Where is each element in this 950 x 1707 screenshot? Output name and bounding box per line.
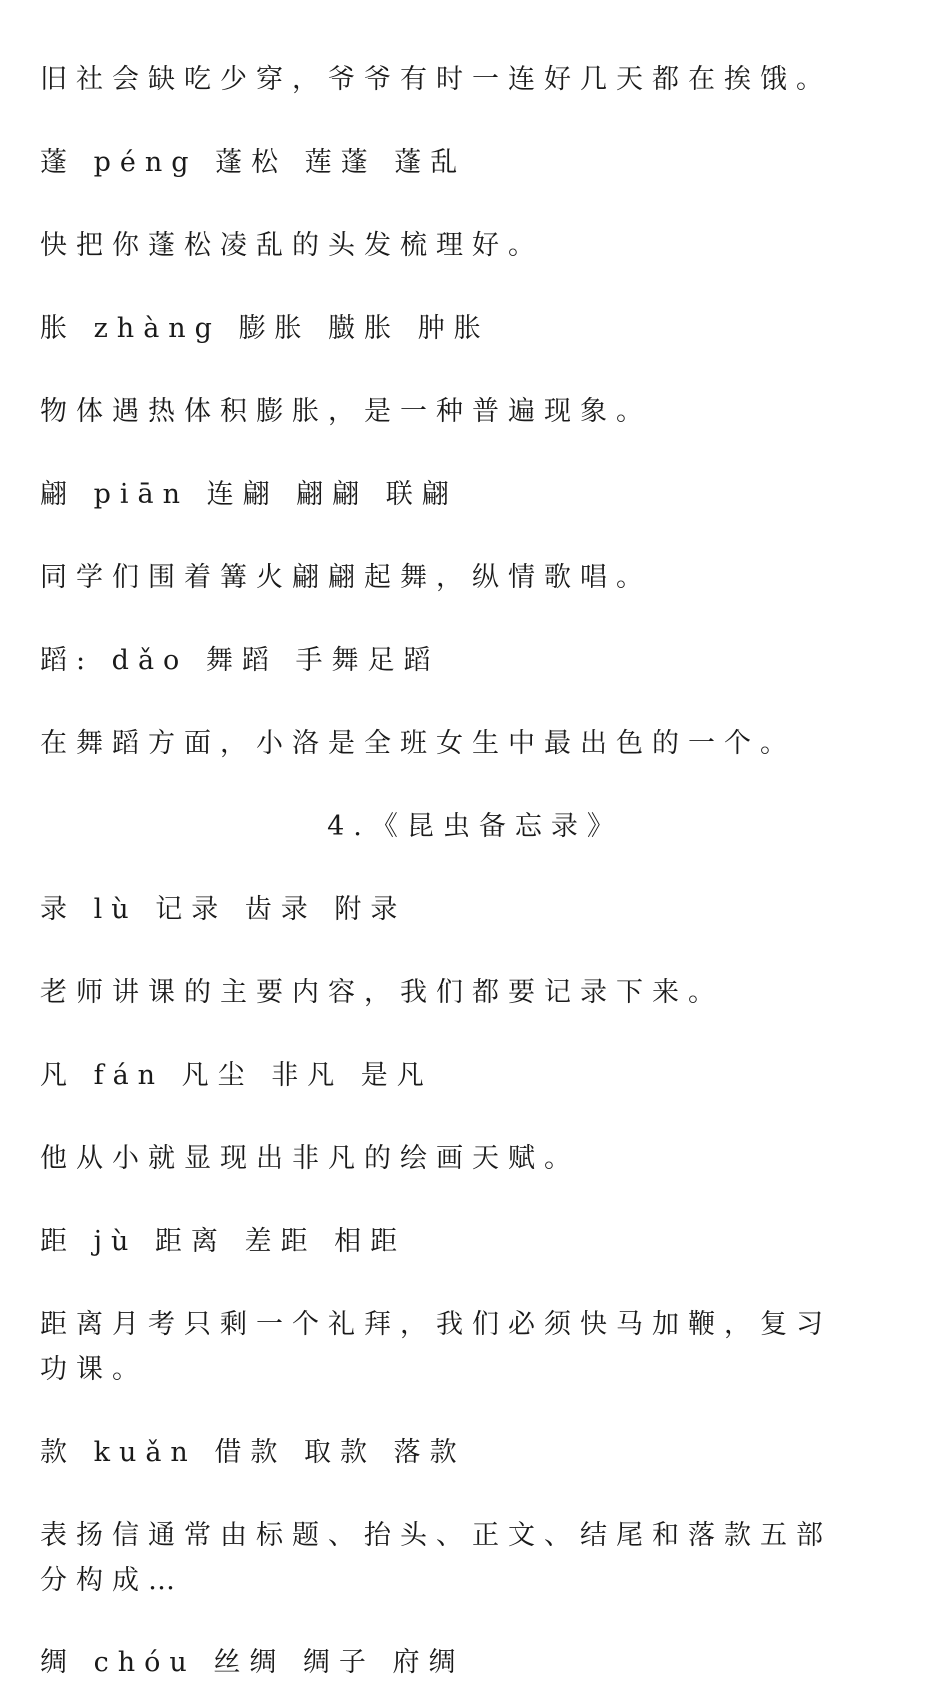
sentence-line: 快把你蓬松凌乱的头发梳理好。 (40, 230, 544, 261)
sentence-line: 物体遇热体积膨胀，是一种普遍现象。 (40, 396, 652, 427)
sentence-line: 距离月考只剩一个礼拜，我们必须快马加鞭，复习功课。 (40, 1309, 832, 1385)
vocab-line-chou: 绸 chóu 丝绸 绸子 府绸 (40, 1647, 465, 1678)
vocab-line-dao: 蹈: dǎo 舞蹈 手舞足蹈 (40, 645, 440, 676)
vocab-line-kuan: 款 kuǎn 借款 取款 落款 (40, 1437, 466, 1468)
vocab-line-fan: 凡 fán 凡尘 非凡 是凡 (40, 1060, 433, 1091)
vocab-line-zhang: 胀 zhàng 膨胀 臌胀 肿胀 (40, 313, 490, 344)
sentence-line: 同学们围着篝火翩翩起舞，纵情歌唱。 (40, 562, 652, 593)
sentence-line: 老师讲课的主要内容，我们都要记录下来。 (40, 977, 724, 1008)
sentence-line: 在舞蹈方面，小洛是全班女生中最出色的一个。 (40, 728, 796, 759)
vocab-line-peng: 蓬 péng 蓬松 莲蓬 蓬乱 (40, 147, 467, 178)
sentence-line: 他从小就显现出非凡的绘画天赋。 (40, 1143, 580, 1174)
sentence-line: 旧社会缺吃少穿，爷爷有时一连好几天都在挨饿。 (40, 64, 832, 95)
sentence-line: 表扬信通常由标题、抬头、正文、结尾和落款五部分构成… (40, 1520, 832, 1596)
vocab-line-lu: 录 lù 记录 齿录 附录 (40, 894, 407, 925)
vocab-line-pian: 翩 piān 连翩 翩翩 联翩 (40, 479, 458, 510)
section-title: 4.《昆虫备忘录》 (327, 811, 623, 842)
vocab-line-ju: 距 jù 距离 差距 相距 (40, 1226, 407, 1257)
